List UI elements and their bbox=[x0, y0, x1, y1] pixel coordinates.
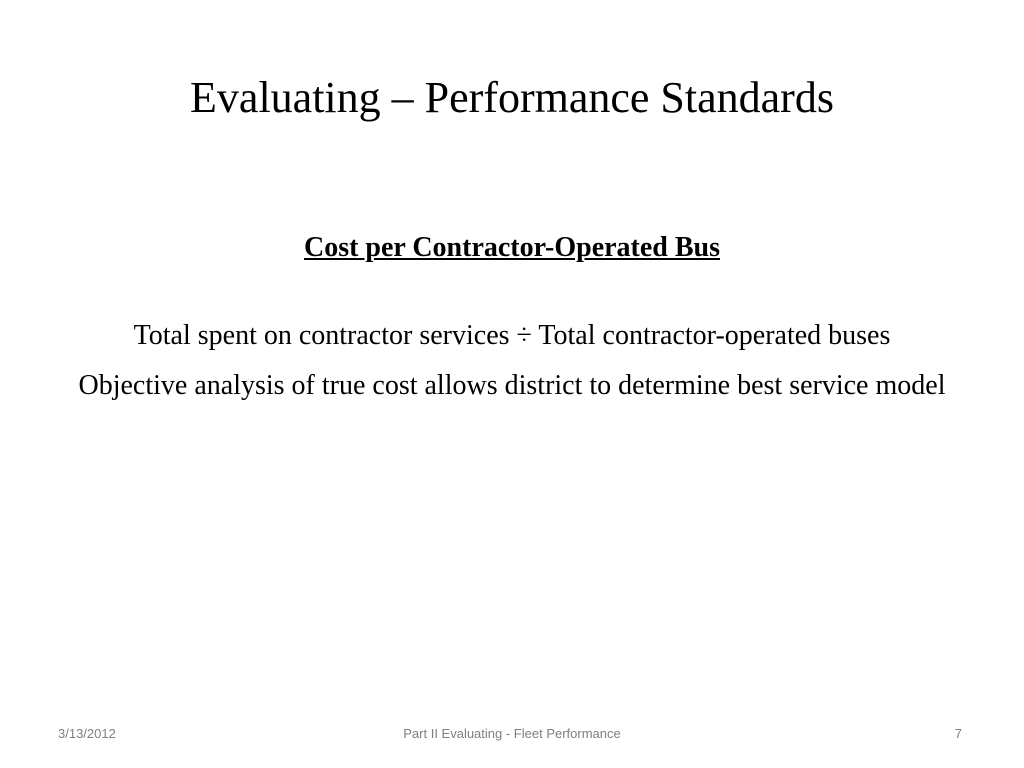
footer-date: 3/13/2012 bbox=[58, 726, 116, 741]
slide-title: Evaluating – Performance Standards bbox=[190, 73, 834, 122]
body-paragraph-formula: Total spent on contractor services ÷ Total contractor-operated buses bbox=[133, 320, 891, 351]
slide-number: 7 bbox=[954, 726, 962, 741]
body-paragraph-analysis: Objective analysis of true cost allows district to determine best service model bbox=[78, 370, 946, 401]
slide-body bbox=[70, 228, 954, 416]
footer-title: Part II Evaluating - Fleet Performance bbox=[403, 726, 621, 741]
slide-subheading: Cost per Contractor-Operated Bus bbox=[303, 232, 721, 263]
